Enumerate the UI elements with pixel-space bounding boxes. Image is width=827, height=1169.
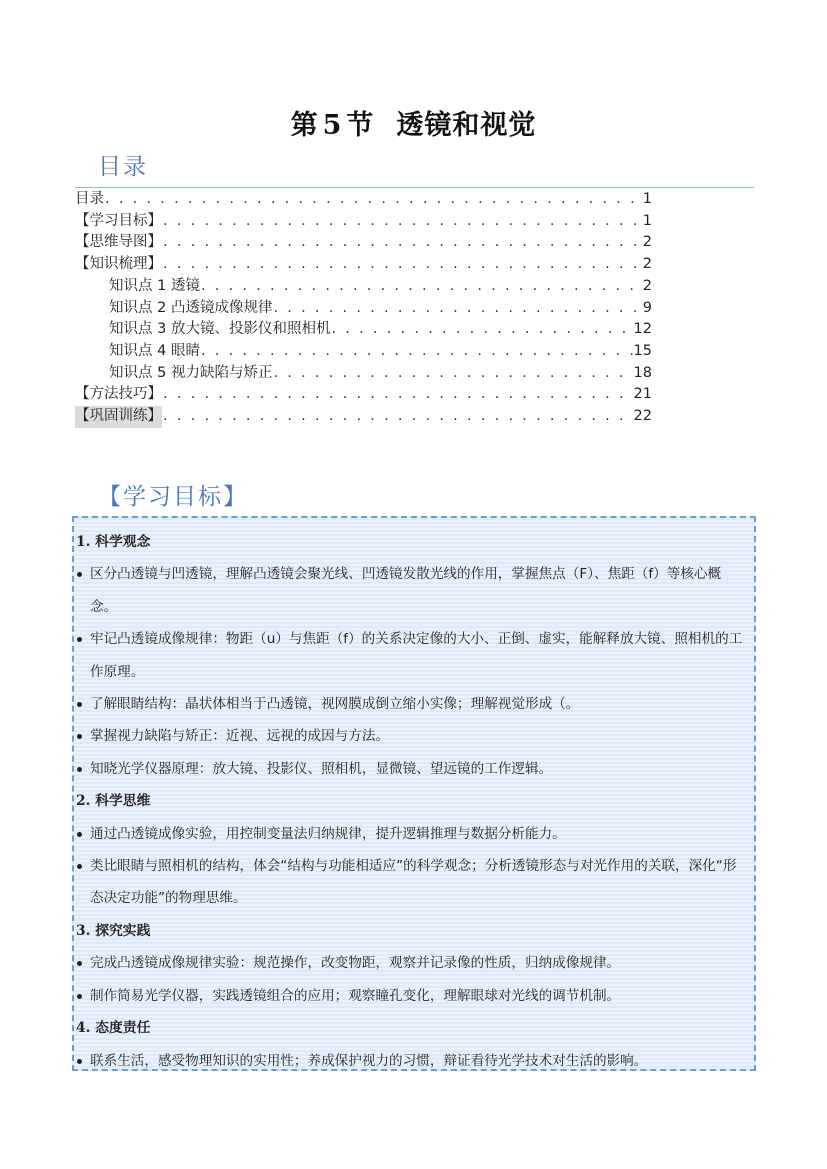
toc-entry-label: 知识点 3 放大镜、投影仪和照相机: [109, 321, 331, 338]
toc-leader-dots: [273, 298, 641, 320]
toc-entry-label: 知识点 2 凸透镜成像规律: [109, 299, 273, 316]
toc-entry[interactable]: [75, 298, 652, 320]
goal-item: 知晓光学仪器原理：放大镜、投影仪、照相机，显微镜、望远镜的工作逻辑。: [76, 753, 746, 785]
goal-item: 制作简易光学仪器，实践透镜组合的应用；观察瞳孔变化，理解眼球对光线的调节机制。: [76, 980, 746, 1012]
toc-entry-label: 知识点 5 视力缺陷与矫正: [109, 364, 273, 381]
toc-entry[interactable]: [75, 232, 652, 254]
goal-category-title: 1. 科学观念: [76, 534, 151, 550]
table-of-contents: [75, 189, 652, 428]
toc-entry[interactable]: [75, 363, 652, 385]
toc-entry-page: 1: [642, 191, 652, 207]
goal-item: 牢记凸透镜成像规律：物距（u）与焦距（f）的关系决定像的大小、正倒、虚实，能解释放大镜、照相机的工作原理。: [76, 623, 746, 688]
learning-goals-box: [72, 516, 756, 1071]
goal-category-title: 3. 探究实践: [76, 922, 151, 939]
goal-item: 类比眼睛与照相机的结构，体会“结构与功能相适应”的科学观念；分析透镜形态与对光作用的关联，深化“形态决定功能”的物理思维。: [76, 850, 746, 915]
toc-leader-dots: [273, 363, 632, 385]
goal-category-title: 4. 态度责任: [76, 1020, 151, 1037]
toc-entry-label: 知识点 4 眼睛: [109, 342, 200, 359]
toc-entry[interactable]: [75, 384, 652, 406]
toc-entry[interactable]: [75, 211, 652, 233]
toc-entry-page: 2: [642, 256, 652, 273]
learning-goals-list: [76, 526, 746, 1077]
toc-entry[interactable]: [75, 276, 652, 298]
page-title: [0, 103, 827, 142]
toc-entry[interactable]: [75, 341, 652, 363]
toc-entry-label: 知识点 1 透镜: [109, 277, 200, 294]
toc-entry-label: 【知识梳理】: [75, 256, 162, 273]
goal-item: 通过凸透镜成像实验，用控制变量法归纳规律，提升逻辑推理与数据分析能力。: [76, 818, 746, 850]
toc-leader-dots: [163, 384, 633, 406]
toc-leader-dots: [163, 406, 633, 428]
toc-entry-page: 1: [642, 212, 652, 229]
goal-item: 完成凸透镜成像规律实验：规范操作，改变物距，观察并记录像的性质，归纳成像规律。: [76, 947, 746, 979]
goal-item: 区分凸透镜与凹透镜，理解凸透镜会聚光线、凹透镜发散光线的作用，掌握焦点（F）、焦距（f）等核心概念。: [76, 558, 746, 623]
title-name: 透镜和视觉: [396, 110, 537, 141]
toc-entry-page: 22: [633, 408, 652, 425]
toc-entry[interactable]: [75, 189, 652, 211]
toc-entry-label: 【巩固训练】: [75, 406, 162, 428]
goal-item: 掌握视力缺陷与矫正：近视、远视的成因与方法。: [76, 720, 746, 752]
toc-leader-dots: [105, 189, 642, 211]
toc-entry-page: 2: [642, 234, 652, 251]
title-section-number: 5: [322, 110, 343, 141]
toc-entry-label: 【思维导图】: [75, 234, 162, 251]
title-prefix: 第: [290, 110, 319, 141]
toc-divider: [75, 187, 754, 188]
toc-entry-page: 15: [633, 342, 652, 359]
toc-heading: 目录: [98, 154, 148, 180]
toc-leader-dots: [163, 211, 642, 233]
toc-leader-dots: [331, 319, 632, 341]
toc-entry-label: 【学习目标】: [75, 212, 162, 229]
toc-entry-label: 【方法技巧】: [75, 386, 162, 403]
toc-entry-page: 12: [633, 321, 652, 338]
toc-entry-label: 目录: [75, 191, 104, 207]
goal-category-title: 2. 科学思维: [76, 793, 151, 810]
toc-leader-dots: [163, 232, 642, 254]
toc-entry-page: 9: [642, 299, 652, 316]
goal-item: 联系生活，感受物理知识的实用性；养成保护视力的习惯，辩证看待光学技术对生活的影响。: [76, 1045, 746, 1077]
toc-entry[interactable]: [75, 319, 652, 341]
goal-item: 了解眼睛结构：晶状体相当于凸透镜，视网膜成倒立缩小实像；理解视觉形成（。: [76, 688, 746, 720]
title-suffix: 节: [346, 110, 375, 141]
toc-entry-page: 21: [633, 386, 652, 403]
toc-entry-page: 2: [642, 277, 652, 294]
toc-entry-page: 18: [633, 364, 652, 381]
toc-entry[interactable]: [75, 254, 652, 276]
toc-leader-dots: [163, 254, 642, 276]
toc-entry[interactable]: [75, 406, 652, 428]
toc-leader-dots: [201, 341, 633, 363]
learning-goals-heading: 【学习目标】: [98, 484, 248, 510]
toc-leader-dots: [201, 276, 642, 298]
